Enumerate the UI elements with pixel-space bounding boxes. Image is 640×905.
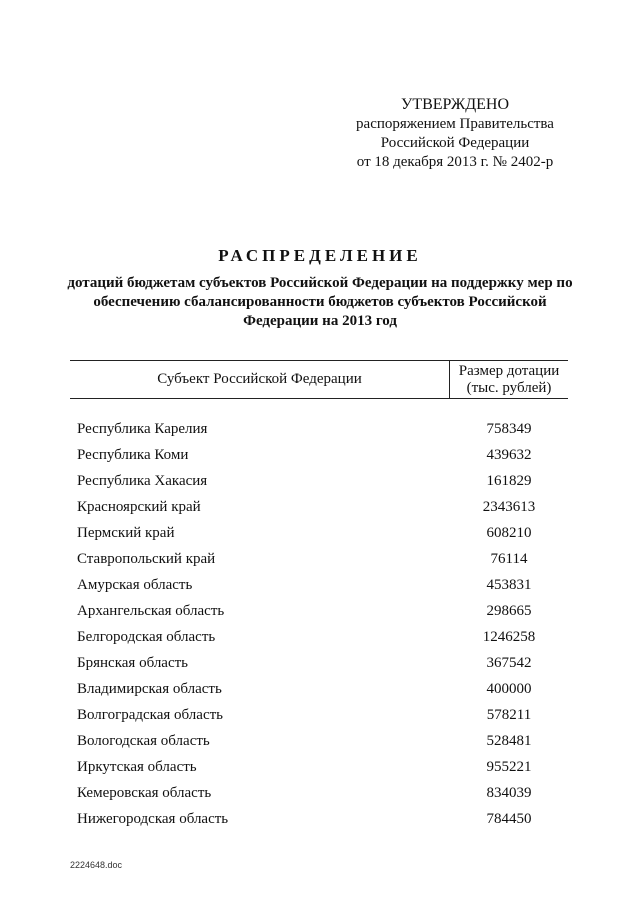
file-reference: 2224648.doc bbox=[70, 860, 123, 870]
table-row bbox=[70, 702, 568, 728]
row-subsidy-amount: 2343613 bbox=[482, 498, 536, 515]
row-subject-name: Амурская область bbox=[77, 576, 193, 593]
row-subsidy-amount: 1246258 bbox=[482, 628, 536, 645]
row-subsidy-amount: 834039 bbox=[486, 784, 532, 801]
row-subject-name: Красноярский край bbox=[77, 498, 201, 515]
row-subsidy-amount: 578211 bbox=[486, 706, 532, 723]
table-row bbox=[70, 416, 568, 442]
table-body bbox=[70, 416, 568, 832]
row-subsidy-amount: 76114 bbox=[490, 550, 528, 567]
row-subject-name: Белгородская область bbox=[77, 628, 216, 645]
row-subsidy-amount: 453831 bbox=[486, 576, 532, 593]
approval-line-2: Российской Федерации bbox=[380, 135, 530, 151]
table-row bbox=[70, 598, 568, 624]
row-subject-name: Республика Коми bbox=[77, 446, 189, 463]
row-subsidy-amount: 784450 bbox=[486, 810, 532, 827]
row-subject-name: Республика Карелия bbox=[77, 420, 208, 437]
table-row bbox=[70, 728, 568, 754]
row-subsidy-amount: 608210 bbox=[486, 524, 532, 541]
table-row bbox=[70, 780, 568, 806]
row-subsidy-amount: 528481 bbox=[486, 732, 532, 749]
subsidy-table bbox=[70, 360, 568, 832]
approval-title: УТВЕРЖДЕНО bbox=[400, 96, 509, 113]
row-subject-name: Иркутская область bbox=[77, 758, 197, 775]
row-subsidy-amount: 400000 bbox=[486, 680, 532, 697]
table-header bbox=[70, 360, 568, 399]
table-row bbox=[70, 754, 568, 780]
row-subject-name: Ставропольский край bbox=[77, 550, 216, 567]
row-subsidy-amount: 298665 bbox=[486, 602, 532, 619]
row-subject-name: Волгоградская область bbox=[77, 706, 223, 723]
table-row bbox=[70, 572, 568, 598]
row-subsidy-amount: 367542 bbox=[486, 654, 532, 671]
table-row bbox=[70, 468, 568, 494]
row-subject-name: Республика Хакасия bbox=[77, 472, 208, 489]
row-subsidy-amount: 758349 bbox=[486, 420, 532, 437]
row-subject-name: Вологодская область bbox=[77, 732, 210, 749]
table-row bbox=[70, 494, 568, 520]
row-subsidy-amount: 439632 bbox=[486, 446, 532, 463]
approval-block bbox=[330, 95, 580, 172]
document-subheading: дотаций бюджетам субъектов Российской Федерации на поддержку мер по обеспечению сбалансированности бюджетов субъектов Российской Федерации на 2013 год bbox=[67, 275, 573, 329]
approval-line-1: распоряжением Правительства bbox=[356, 116, 554, 132]
column-header-amount: Размер дотации (тыс. рублей) bbox=[458, 363, 560, 396]
table-row bbox=[70, 520, 568, 546]
column-header-subject: Субъект Российской Федерации bbox=[70, 361, 450, 398]
row-subject-name: Владимирская область bbox=[77, 680, 222, 697]
table-row bbox=[70, 650, 568, 676]
table-row bbox=[70, 676, 568, 702]
row-subject-name: Нижегородская область bbox=[77, 810, 229, 827]
table-row bbox=[70, 442, 568, 468]
row-subject-name: Брянская область bbox=[77, 654, 189, 671]
row-subject-name: Архангельская область bbox=[77, 602, 225, 619]
approval-line-3: от 18 декабря 2013 г. № 2402-р bbox=[356, 154, 554, 170]
row-subject-name: Пермский край bbox=[77, 524, 175, 541]
document-heading: РАСПРЕДЕЛЕНИЕ bbox=[218, 246, 422, 265]
row-subsidy-amount: 161829 bbox=[486, 472, 532, 489]
row-subject-name: Кемеровская область bbox=[77, 784, 212, 801]
table-row bbox=[70, 546, 568, 572]
table-row bbox=[70, 624, 568, 650]
row-subsidy-amount: 955221 bbox=[486, 758, 532, 775]
table-row bbox=[70, 806, 568, 832]
